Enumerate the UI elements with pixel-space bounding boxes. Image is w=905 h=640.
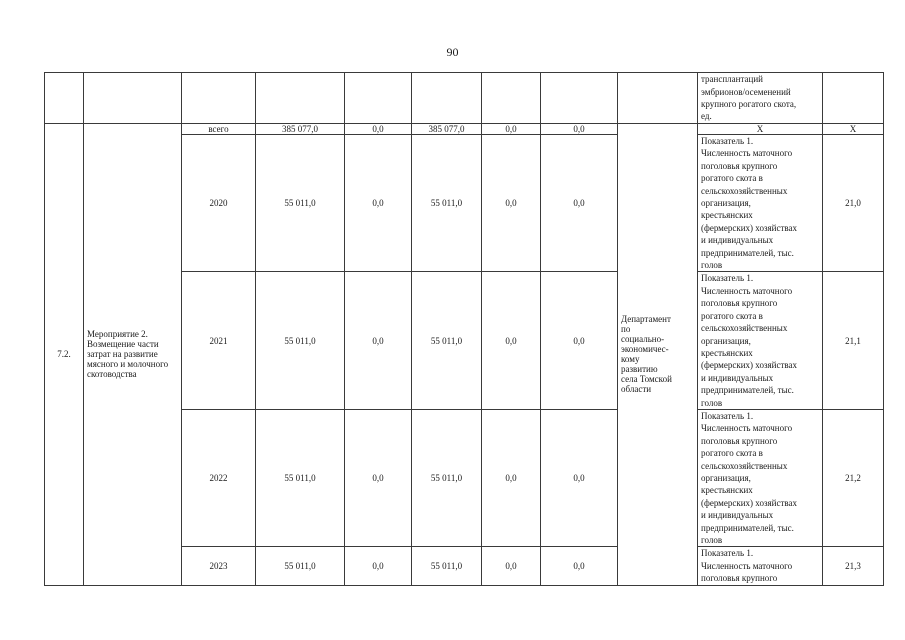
amount-local-cell: 0,0 (482, 409, 541, 546)
amount-regional-cell: 385 077,0 (412, 124, 482, 135)
amount-total-cell: 55 011,0 (256, 409, 345, 546)
year-cell: 2020 (182, 135, 256, 272)
amount-federal-cell: 0,0 (345, 124, 412, 135)
indicator-cell: X (698, 124, 823, 135)
indicator-value-cell: 21,0 (823, 135, 884, 272)
amount-regional-cell: 55 011,0 (412, 272, 482, 409)
amount-other-cell: 0,0 (541, 272, 618, 409)
indicator-cell: Показатель 1. Численность маточного поголовья крупного рогатого скота в сельскохозяйственных организация, крестьянских (фермерских) хозяйствах и индивидуальных предпринимателей, тыс. голов (698, 272, 823, 409)
year-cell: 2021 (182, 272, 256, 409)
amount-local-cell: 0,0 (482, 272, 541, 409)
table-row-total (45, 124, 884, 135)
amount-other-cell: 0,0 (541, 124, 618, 135)
empty-cell (345, 73, 412, 124)
amount-local-cell: 0,0 (482, 124, 541, 135)
indicator-cell: Показатель 1. Численность маточного поголовья крупного (698, 547, 823, 585)
amount-federal-cell: 0,0 (345, 272, 412, 409)
amount-federal-cell: 0,0 (345, 135, 412, 272)
department-cell (618, 124, 698, 586)
indicator-value-cell: 21,3 (823, 547, 884, 585)
empty-cell (823, 73, 884, 124)
table-body (45, 73, 884, 586)
program-table (44, 72, 884, 586)
department-text: Департамент по социально- экономичес- кому развитию села Томской области (621, 314, 672, 395)
empty-cell (541, 73, 618, 124)
amount-total-cell: 55 011,0 (256, 272, 345, 409)
amount-other-cell: 0,0 (541, 135, 618, 272)
indicator-value-cell: 21,1 (823, 272, 884, 409)
indicator-cell: Показатель 1. Численность маточного поголовья крупного рогатого скота в сельскохозяйственных организация, крестьянских (фермерских) хозяйствах и индивидуальных предпринимателей, тыс. голов (698, 135, 823, 272)
indicator-value-cell: X (823, 124, 884, 135)
table-row-continuation (45, 73, 884, 124)
amount-total-cell: 385 077,0 (256, 124, 345, 135)
indicator-cell: Показатель 1. Численность маточного поголовья крупного рогатого скота в сельскохозяйственных организация, крестьянских (фермерских) хозяйствах и индивидуальных предпринимателей, тыс. голов (698, 409, 823, 546)
amount-local-cell: 0,0 (482, 135, 541, 272)
amount-regional-cell: 55 011,0 (412, 547, 482, 585)
row-number-cell: 7.2. (45, 124, 84, 586)
empty-cell (256, 73, 345, 124)
amount-total-cell: 55 011,0 (256, 135, 345, 272)
year-cell: 2022 (182, 409, 256, 546)
continuation-text: трансплантаций эмбрионов/осеменений крупного рогатого скота, ед. (701, 74, 797, 122)
indicator-value-cell: 21,2 (823, 409, 884, 546)
year-cell: 2023 (182, 547, 256, 585)
empty-cell (45, 73, 84, 124)
continuation-indicator-cell (698, 73, 823, 124)
amount-local-cell: 0,0 (482, 547, 541, 585)
measure-name-cell: Мероприятие 2. Возмещение части затрат на развитие мясного и молочного скотоводства (84, 124, 182, 586)
amount-federal-cell: 0,0 (345, 409, 412, 546)
empty-cell (618, 73, 698, 124)
amount-federal-cell: 0,0 (345, 547, 412, 585)
empty-cell (84, 73, 182, 124)
amount-total-cell: 55 011,0 (256, 547, 345, 585)
empty-cell (182, 73, 256, 124)
amount-regional-cell: 55 011,0 (412, 135, 482, 272)
amount-other-cell: 0,0 (541, 547, 618, 585)
empty-cell (482, 73, 541, 124)
period-cell: всего (182, 124, 256, 135)
empty-cell (412, 73, 482, 124)
amount-other-cell: 0,0 (541, 409, 618, 546)
amount-regional-cell: 55 011,0 (412, 409, 482, 546)
page-number: 90 (446, 45, 459, 59)
